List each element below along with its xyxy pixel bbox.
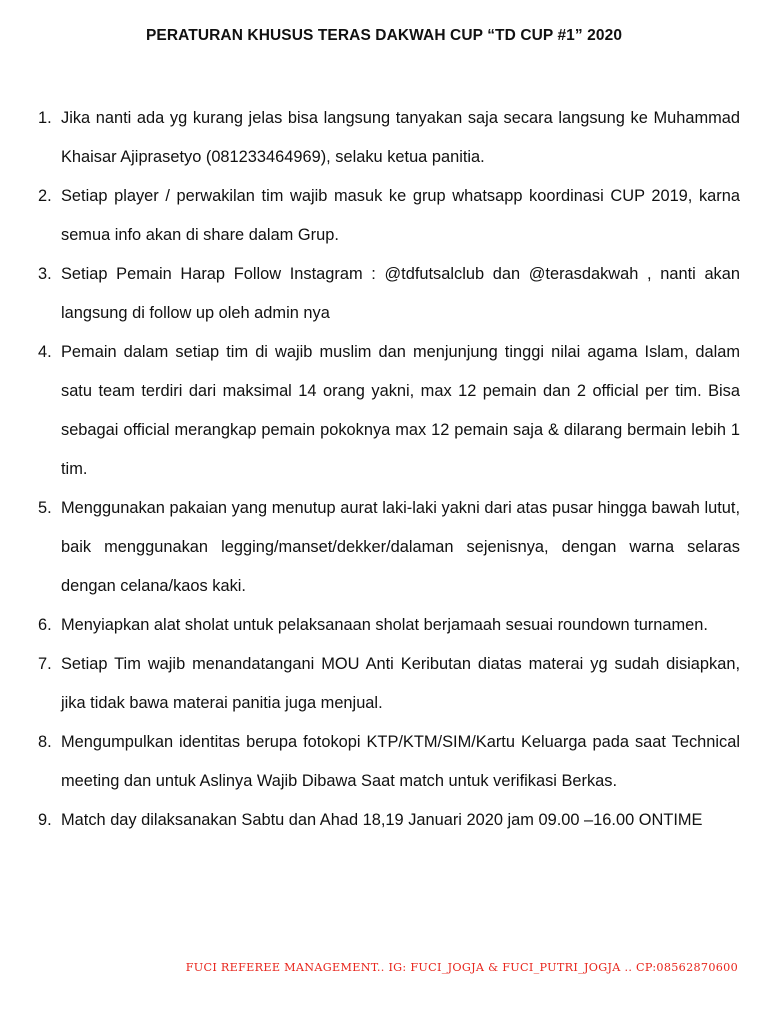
- rule-number: 2.: [38, 187, 52, 205]
- rule-number: 7.: [38, 655, 52, 673]
- rule-number: 3.: [38, 265, 52, 283]
- rule-item: [30, 606, 740, 645]
- document-title: PERATURAN KHUSUS TERAS DAKWAH CUP “TD CUP #1” 2020: [145, 27, 623, 44]
- rule-text: Menyiapkan alat sholat untuk pelaksanaan sholat berjamaah sesuai roundown turnamen.: [61, 616, 708, 634]
- rule-item: [30, 489, 740, 606]
- rule-number: 4.: [38, 343, 52, 361]
- rule-text: Setiap Tim wajib menandatangani MOU Anti Keributan diatas materai yg sudah disiapkan, jika tidak bawa materai panitia juga menjual.: [61, 655, 740, 712]
- footer-contact: FUCI REFEREE MANAGEMENT.. IG: FUCI_JOGJA & FUCI_PUTRI_JOGJA .. CP:08562870600: [185, 961, 738, 974]
- rule-text: Mengumpulkan identitas berupa fotokopi KTP/KTM/SIM/Kartu Keluarga pada saat Technical meeting dan untuk Aslinya Wajib Dibawa Saat match untuk verifikasi Berkas.: [61, 733, 740, 790]
- rule-text: Match day dilaksanakan Sabtu dan Ahad 18,19 Januari 2020 jam 09.00 –16.00 ONTIME: [61, 811, 703, 829]
- rule-number: 9.: [38, 811, 52, 829]
- rule-text: Menggunakan pakaian yang menutup aurat laki-laki yakni dari atas pusar hingga bawah lutut, baik menggunakan legging/manset/dekker/dalaman sejenisnya, dengan warna selaras dengan celana/kaos kaki.: [61, 499, 740, 595]
- rule-item: [30, 801, 740, 840]
- rule-text: Setiap Pemain Harap Follow Instagram : @tdfutsalclub dan @terasdakwah , nanti akan langsung di follow up oleh admin nya: [61, 265, 740, 322]
- rule-item: [30, 645, 740, 723]
- rule-item: [30, 255, 740, 333]
- rule-item: [30, 333, 740, 489]
- rules-list: [30, 99, 740, 840]
- rule-number: 8.: [38, 733, 52, 751]
- rule-item: [30, 99, 740, 177]
- rule-text: Setiap player / perwakilan tim wajib masuk ke grup whatsapp koordinasi CUP 2019, karna semua info akan di share dalam Grup.: [61, 187, 740, 244]
- rule-text: Jika nanti ada yg kurang jelas bisa langsung tanyakan saja secara langsung ke Muhammad Khaisar Ajiprasetyo (081233464969), selaku ketua panitia.: [61, 109, 740, 166]
- rule-number: 6.: [38, 616, 52, 634]
- rule-number: 5.: [38, 499, 52, 517]
- rule-number: 1.: [38, 109, 52, 127]
- rule-text: Pemain dalam setiap tim di wajib muslim dan menjunjung tinggi nilai agama Islam, dalam satu team terdiri dari maksimal 14 orang yakni, max 12 pemain dan 2 official per tim. Bisa sebagai official merangkap pemain pokoknya max 12 pemain saja & dilarang bermain lebih 1 tim.: [61, 343, 740, 478]
- rule-item: [30, 723, 740, 801]
- rule-item: [30, 177, 740, 255]
